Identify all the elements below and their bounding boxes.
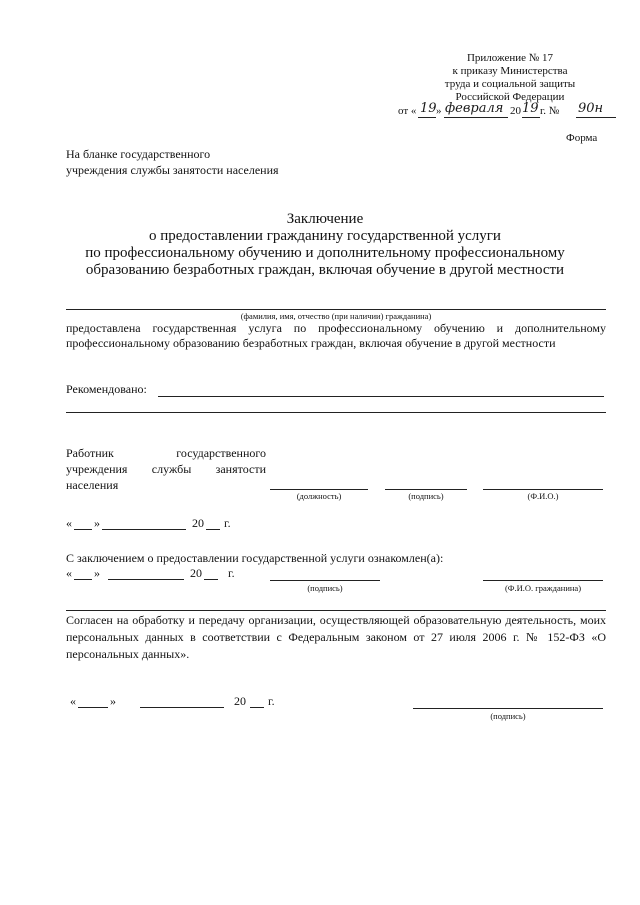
date-field-1 <box>66 516 306 532</box>
quote-close: » <box>94 566 100 580</box>
acquainted-fio-line[interactable] <box>483 580 603 581</box>
consent-divider <box>66 610 606 611</box>
quote-close: » <box>110 694 116 708</box>
worker-line3: населения <box>66 478 119 492</box>
acquainted-caption-signature: (подпись) <box>307 583 343 593</box>
position-line[interactable] <box>270 489 368 490</box>
year-suffix: г. <box>268 694 275 708</box>
year-suffix: г. <box>224 516 231 530</box>
quote-open: « <box>66 566 72 580</box>
title-line2: о предоставлении гражданину государственной услуги <box>149 228 501 244</box>
month-blank[interactable] <box>102 529 186 530</box>
date-month: февраля <box>445 101 504 116</box>
order-date <box>398 101 618 121</box>
appendix-country: Российской Федерации <box>455 91 565 103</box>
appendix-ministry: труда и социальной защиты <box>444 78 576 90</box>
day-blank[interactable] <box>78 707 108 708</box>
year-prefix: 20 <box>192 516 204 530</box>
appendix-number: Приложение № 17 <box>466 52 554 64</box>
date-year-prefix: 20 <box>510 105 521 117</box>
quote-open: « <box>66 516 72 530</box>
date-day: 19 <box>420 101 437 116</box>
blank-line1: На бланке государственного <box>66 147 211 161</box>
date-prefix: от « <box>398 105 417 117</box>
year-prefix: 20 <box>234 694 246 708</box>
title-line4: образованию безработных граждан, включая обучение в другой местности <box>85 262 565 278</box>
recommended-line-2[interactable] <box>66 412 606 413</box>
consent-text: Согласен на обработку и передачу организации, осуществляющей образовательную деятельность, моих персональных данных в соответствии с Федеральным законом от 27 июля 2006 г. № 152-ФЗ «О персональных данных». <box>66 613 606 661</box>
quote-open: « <box>70 694 76 708</box>
fio-line-worker[interactable] <box>483 489 603 490</box>
acquainted-text: С заключением о предоставлении государственной услуги ознакомлен(а): <box>66 551 444 565</box>
year-blank[interactable] <box>204 579 218 580</box>
caption-signature: (подпись) <box>408 491 444 501</box>
caption-fio: (Ф.И.О.) <box>527 491 559 501</box>
day-blank[interactable] <box>74 529 92 530</box>
year-blank[interactable] <box>250 707 264 708</box>
month-blank[interactable] <box>108 579 184 580</box>
consent-caption-signature: (подпись) <box>490 711 526 721</box>
blank-line2: учреждения службы занятости населения <box>66 163 279 177</box>
fio-line[interactable] <box>66 309 606 310</box>
month-blank[interactable] <box>140 707 224 708</box>
fio-caption: (фамилия, имя, отчество (при наличии) гражданина) <box>240 311 432 321</box>
signature-line[interactable] <box>385 489 467 490</box>
date-field-3 <box>66 694 306 710</box>
consent-signature-line[interactable] <box>413 708 603 709</box>
year-suffix: г. <box>228 566 235 580</box>
appendix-order: к приказу Министерства <box>452 65 568 77</box>
worker-line2: учреждения службы занятости <box>66 462 266 476</box>
year-prefix: 20 <box>190 566 202 580</box>
date-year-suffix: г. № <box>540 105 560 117</box>
order-number: 90н <box>578 101 604 116</box>
recommended-label: Рекомендовано: <box>66 382 147 396</box>
title-line3: по профессиональному обучению и дополнительному профессиональному <box>85 245 565 261</box>
day-blank[interactable] <box>74 579 92 580</box>
date-year: 19 <box>522 101 539 116</box>
worker-line1-box: Работник государственного <box>66 446 266 460</box>
body-text: предоставлена государственная услуга по профессиональному обучению и дополнительному профессиональному образованию безработных граждан, включая обучение в другой местности <box>66 321 606 350</box>
quote-close: » <box>94 516 100 530</box>
form-label: Форма <box>566 132 598 144</box>
recommended-line[interactable] <box>158 396 604 397</box>
acquainted-caption-fio: (Ф.И.О. гражданина) <box>504 583 582 593</box>
acquainted-signature-line[interactable] <box>270 580 380 581</box>
date-mid: » <box>436 105 442 117</box>
caption-position: (должность) <box>296 491 342 501</box>
document-title: Заключение <box>286 211 364 227</box>
year-blank[interactable] <box>206 529 220 530</box>
